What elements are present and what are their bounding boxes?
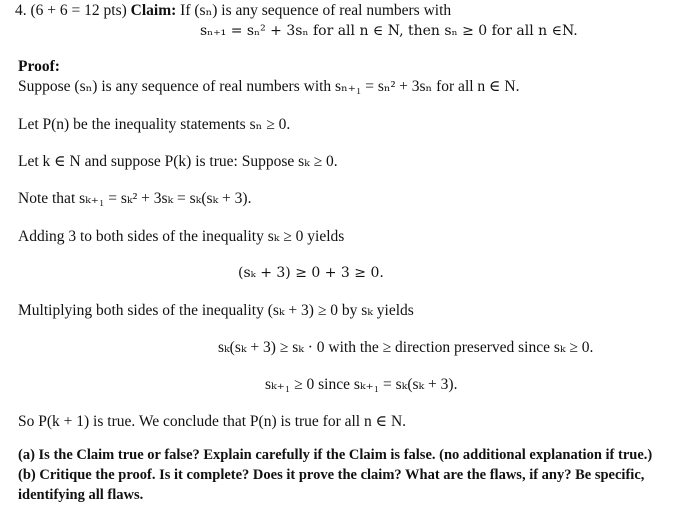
proof-title: Proof: [18, 58, 60, 75]
question-b-line-1: (b) Critique the proof. Is it complete? Does it prove the claim? What are the flaws, if any? Be specific, [18, 467, 645, 483]
proof-line-8: sₖ(sₖ + 3) ≥ sₖ · 0 with the ≥ direction preserved since sₖ ≥ 0. [218, 339, 594, 356]
problem-points: 4. (6 + 6 = 12 pts) [15, 2, 127, 19]
claim-line-2: sₙ₊₁ = sₙ² + 3sₙ for all n ∈ N, then sₙ ≥ 0 for all n ∈N. [200, 23, 578, 39]
problem-header-line [15, 2, 451, 20]
proof-line-6: (sₖ + 3) ≥ 0 + 3 ≥ 0. [238, 265, 384, 281]
proof-line-7: Multiplying both sides of the inequality (sₖ + 3) ≥ 0 by sₖ yields [18, 302, 414, 319]
claim-label: Claim: [130, 2, 177, 19]
proof-line-9: sₖ₊₁ ≥ 0 since sₖ₊₁ = sₖ(sₖ + 3). [265, 376, 458, 393]
question-b-line-2: identifying all flaws. [18, 487, 144, 503]
claim-line-1: If (sₙ) is any sequence of real numbers with [180, 2, 452, 19]
proof-line-2: Let P(n) be the inequality statements sₙ ≥ 0. [18, 116, 291, 133]
question-a: (a) Is the Claim true or false? Explain carefully if the Claim is false. (no additional explanation if true.) [18, 447, 653, 463]
proof-line-1: Suppose (sₙ) is any sequence of real numbers with sₙ₊₁ = sₙ² + 3sₙ for all n ∈ N. [18, 78, 520, 95]
proof-line-5: Adding 3 to both sides of the inequality sₖ ≥ 0 yields [18, 228, 345, 245]
proof-line-3: Let k ∈ N and suppose P(k) is true: Suppose sₖ ≥ 0. [18, 153, 338, 170]
proof-line-4: Note that sₖ₊₁ = sₖ² + 3sₖ = sₖ(sₖ + 3). [18, 190, 252, 207]
proof-line-10: So P(k + 1) is true. We conclude that P(n) is true for all n ∈ N. [18, 413, 407, 430]
